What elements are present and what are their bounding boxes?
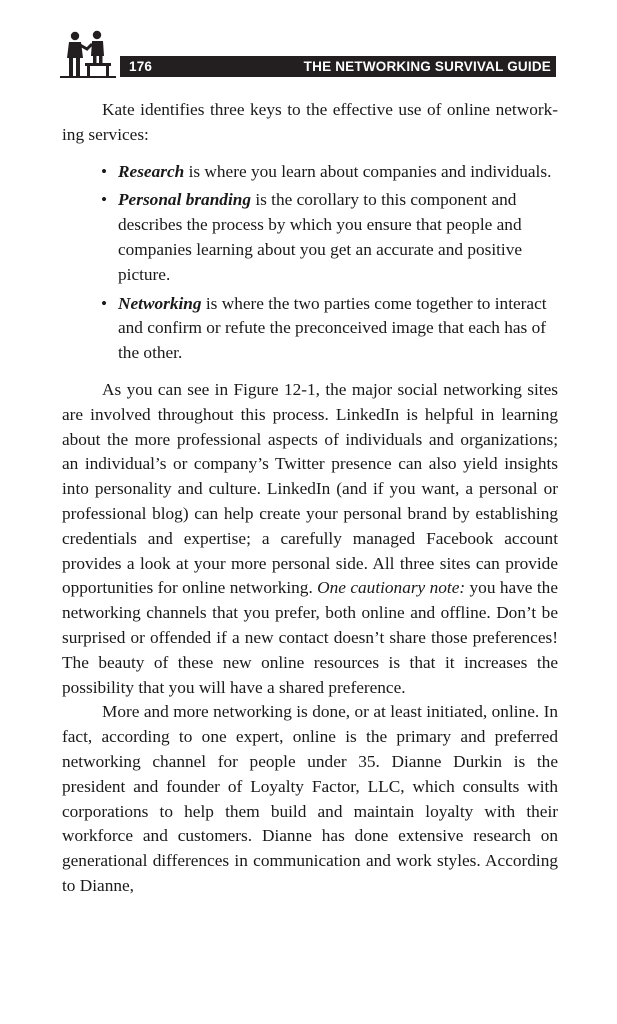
list-item-text: is where the two parties come together to interact and confirm or refute the preconceived image that each has of the other. bbox=[118, 293, 547, 363]
list-item bbox=[101, 292, 558, 366]
list-item-text: is where you learn about companies and individuals. bbox=[184, 161, 552, 181]
figure-paragraph-text: As you can see in Figure 12-1, the major social networking sites are involved throughout this process. LinkedIn is helpful in learning about the more professional aspects of individuals and organizations; an individual’s or company’s Twitter presence can also yield insights into personality and culture. LinkedIn (and if you want, a personal or professional blog) can help create your personal brand by establishing credentials and expertise; a carefully managed Facebook account provides a look at your more personal side. All three sites can provide opportunities for online networking. bbox=[62, 379, 558, 598]
list-item-text: is the corollary to this component and describes the process by which you ensure that people and companies learning about you get an accurate and positive picture. bbox=[118, 190, 523, 284]
list-item-term: Networking bbox=[118, 293, 202, 313]
figure-paragraph-text-end: you have the networking channels that you prefer, both online and offline. Don’t be surprised or offended if a new contact doesn’t share those preferences! The beauty of these new online resources is that it increases the possibility that you will have a shared preference. bbox=[62, 578, 558, 697]
durkin-paragraph: More and more networking is done, or at least initiated, online. In fact, according to one expert, online is the primary and preferred networking channel for people under 35. Dianne Durkin is the president and founder of Loyalty Factor, LLC, which consults with corporations to help them build and maintain loyalty with their workforce and customers. Dianne has done extensive research on generational differences in communication and work styles. According to Dianne, bbox=[62, 702, 558, 895]
list-item bbox=[101, 188, 558, 287]
bullet-icon: • bbox=[101, 190, 108, 210]
intro-paragraph: Kate identifies three keys to the effective use of online networking services: bbox=[62, 100, 558, 144]
figure-paragraph bbox=[62, 378, 558, 700]
bullet-icon: • bbox=[101, 293, 108, 313]
list-item-term: Personal branding bbox=[118, 190, 252, 210]
body-text bbox=[62, 98, 558, 899]
page-number: 176 bbox=[129, 59, 153, 74]
running-title: THE NETWORKING SURVIVAL GUIDE bbox=[303, 59, 551, 74]
running-header bbox=[120, 56, 556, 77]
cautionary-note-label: One cautionary note: bbox=[317, 578, 466, 598]
bullet-icon: • bbox=[101, 161, 108, 181]
handshake-at-desk-icon bbox=[58, 30, 118, 78]
key-list bbox=[62, 160, 558, 366]
list-item bbox=[101, 160, 558, 185]
list-item-term: Research bbox=[118, 161, 185, 181]
